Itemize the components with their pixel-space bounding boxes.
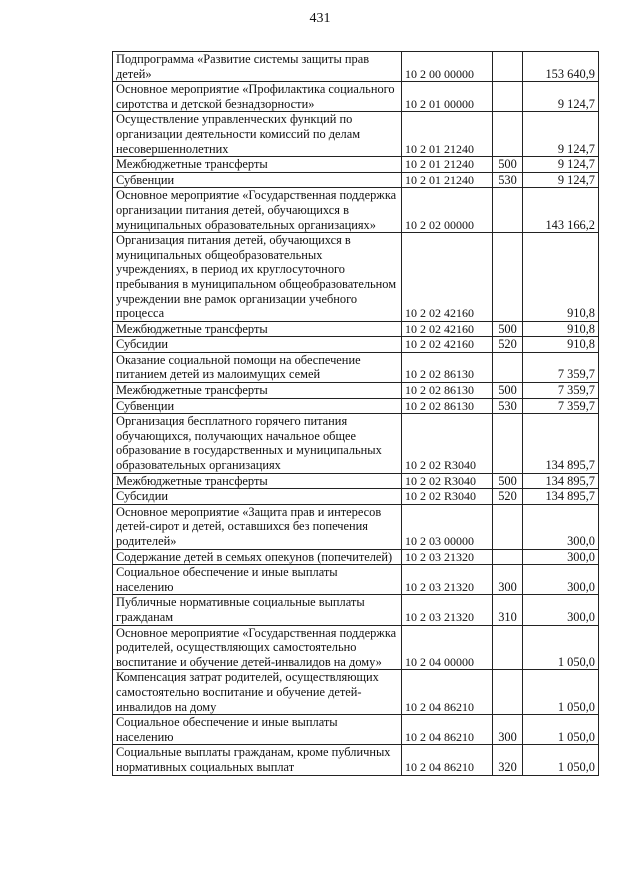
row-code-cell: 10 2 02 42160: [402, 233, 493, 322]
row-sum-cell: 300,0: [523, 565, 599, 595]
row-name-cell: Содержание детей в семьях опекунов (попечителей): [113, 549, 402, 565]
table-row: [113, 337, 599, 353]
row-sum-cell: 134 895,7: [523, 414, 599, 473]
row-sum-cell: 1 050,0: [523, 745, 599, 775]
row-sum-cell: 910,8: [523, 337, 599, 353]
row-sum-cell: 300,0: [523, 549, 599, 565]
row-type-cell: [493, 352, 523, 382]
table-row: [113, 745, 599, 775]
row-code-cell: 10 2 02 86130: [402, 383, 493, 399]
row-type-cell: 500: [493, 383, 523, 399]
row-name-cell: Субсидии: [113, 337, 402, 353]
row-sum-cell: 1 050,0: [523, 715, 599, 745]
row-name-cell: Основное мероприятие «Государственная поддержка организации питания детей, обучающихся в муниципальных образовательных организациях»: [113, 188, 402, 233]
row-name-cell: Организация бесплатного горячего питания обучающихся, получающих начальное общее образование в государственных и муниципальных образовательных организациях: [113, 414, 402, 473]
row-sum-cell: 153 640,9: [523, 52, 599, 82]
table-row: [113, 82, 599, 112]
row-type-cell: [493, 52, 523, 82]
table-row: [113, 670, 599, 715]
row-type-cell: 530: [493, 398, 523, 414]
row-sum-cell: 9 124,7: [523, 172, 599, 188]
table-row: [113, 52, 599, 82]
row-name-cell: Субвенции: [113, 398, 402, 414]
row-name-cell: Социальные выплаты гражданам, кроме публичных нормативных социальных выплат: [113, 745, 402, 775]
row-sum-cell: 9 124,7: [523, 112, 599, 157]
row-sum-cell: 1 050,0: [523, 670, 599, 715]
row-name-cell: Основное мероприятие «Профилактика социального сиротства и детской безнадзорности»: [113, 82, 402, 112]
page-number: 431: [309, 11, 331, 26]
row-code-cell: 10 2 02 R3040: [402, 473, 493, 489]
row-sum-cell: 9 124,7: [523, 157, 599, 173]
row-name-cell: Основное мероприятие «Государственная поддержка родителей, осуществляющих самостоятельно воспитание и обучение детей-инвалидов на дому»: [113, 625, 402, 670]
row-sum-cell: 134 895,7: [523, 489, 599, 505]
row-code-cell: 10 2 04 86210: [402, 670, 493, 715]
row-code-cell: 10 2 03 21320: [402, 565, 493, 595]
row-code-cell: 10 2 01 00000: [402, 82, 493, 112]
row-code-cell: 10 2 04 86210: [402, 745, 493, 775]
row-code-cell: 10 2 02 86130: [402, 352, 493, 382]
row-type-cell: 310: [493, 595, 523, 625]
row-sum-cell: 1 050,0: [523, 625, 599, 670]
table-row: [113, 233, 599, 322]
row-sum-cell: 7 359,7: [523, 398, 599, 414]
row-name-cell: Организация питания детей, обучающихся в муниципальных общеобразовательных учреждениях, в период их круглосуточного пребывания в муниципальном общеобразовательном учреждении вне рамок организации учебного процесса: [113, 233, 402, 322]
row-type-cell: [493, 112, 523, 157]
table-row: [113, 188, 599, 233]
row-name-cell: Социальное обеспечение и иные выплаты населению: [113, 565, 402, 595]
row-type-cell: [493, 233, 523, 322]
row-type-cell: 300: [493, 565, 523, 595]
row-name-cell: Межбюджетные трансферты: [113, 473, 402, 489]
table-row: [113, 112, 599, 157]
row-code-cell: 10 2 01 21240: [402, 172, 493, 188]
row-name-cell: Публичные нормативные социальные выплаты гражданам: [113, 595, 402, 625]
table-row: [113, 565, 599, 595]
table-row: [113, 595, 599, 625]
row-sum-cell: 9 124,7: [523, 82, 599, 112]
row-type-cell: 300: [493, 715, 523, 745]
row-code-cell: 10 2 03 00000: [402, 504, 493, 549]
row-code-cell: 10 2 03 21320: [402, 549, 493, 565]
row-sum-cell: 7 359,7: [523, 383, 599, 399]
row-code-cell: 10 2 01 21240: [402, 112, 493, 157]
row-code-cell: 10 2 02 R3040: [402, 489, 493, 505]
row-type-cell: 500: [493, 473, 523, 489]
table-row: [113, 489, 599, 505]
row-name-cell: Межбюджетные трансферты: [113, 383, 402, 399]
row-name-cell: Основное мероприятие «Защита прав и интересов детей-сирот и детей, оставшихся без попечения родителей»: [113, 504, 402, 549]
row-name-cell: Социальное обеспечение и иные выплаты населению: [113, 715, 402, 745]
row-type-cell: [493, 549, 523, 565]
row-code-cell: 10 2 04 00000: [402, 625, 493, 670]
row-name-cell: Компенсация затрат родителей, осуществляющих самостоятельно воспитание и обучение детей-инвалидов на дому: [113, 670, 402, 715]
row-code-cell: 10 2 04 86210: [402, 715, 493, 745]
table-row: [113, 625, 599, 670]
row-code-cell: 10 2 01 21240: [402, 157, 493, 173]
row-sum-cell: 134 895,7: [523, 473, 599, 489]
table-row: [113, 321, 599, 337]
row-name-cell: Подпрограмма «Развитие системы защиты прав детей»: [113, 52, 402, 82]
table-row: [113, 549, 599, 565]
table-row: [113, 157, 599, 173]
row-name-cell: Субсидии: [113, 489, 402, 505]
row-name-cell: Оказание социальной помощи на обеспечение питанием детей из малоимущих семей: [113, 352, 402, 382]
row-type-cell: [493, 414, 523, 473]
row-code-cell: 10 2 03 21320: [402, 595, 493, 625]
table-row: [113, 352, 599, 382]
row-code-cell: 10 2 00 00000: [402, 52, 493, 82]
row-type-cell: 530: [493, 172, 523, 188]
row-sum-cell: 143 166,2: [523, 188, 599, 233]
row-code-cell: 10 2 02 86130: [402, 398, 493, 414]
table-row: [113, 473, 599, 489]
row-code-cell: 10 2 02 R3040: [402, 414, 493, 473]
row-type-cell: [493, 504, 523, 549]
row-type-cell: [493, 625, 523, 670]
table-row: [113, 715, 599, 745]
row-sum-cell: 300,0: [523, 504, 599, 549]
row-code-cell: 10 2 02 42160: [402, 337, 493, 353]
row-type-cell: [493, 82, 523, 112]
row-sum-cell: 910,8: [523, 233, 599, 322]
budget-table-body: [113, 52, 599, 776]
row-type-cell: 500: [493, 321, 523, 337]
table-row: [113, 383, 599, 399]
row-type-cell: 520: [493, 489, 523, 505]
row-sum-cell: 300,0: [523, 595, 599, 625]
table-row: [113, 398, 599, 414]
row-code-cell: 10 2 02 42160: [402, 321, 493, 337]
row-sum-cell: 7 359,7: [523, 352, 599, 382]
row-sum-cell: 910,8: [523, 321, 599, 337]
table-row: [113, 414, 599, 473]
budget-table: [112, 51, 599, 776]
row-name-cell: Осуществление управленческих функций по организации деятельности комиссий по делам несовершеннолетних: [113, 112, 402, 157]
row-type-cell: 500: [493, 157, 523, 173]
table-row: [113, 504, 599, 549]
row-type-cell: [493, 188, 523, 233]
row-type-cell: 320: [493, 745, 523, 775]
table-row: [113, 172, 599, 188]
row-name-cell: Межбюджетные трансферты: [113, 321, 402, 337]
row-type-cell: 520: [493, 337, 523, 353]
row-type-cell: [493, 670, 523, 715]
row-name-cell: Межбюджетные трансферты: [113, 157, 402, 173]
row-code-cell: 10 2 02 00000: [402, 188, 493, 233]
row-name-cell: Субвенции: [113, 172, 402, 188]
